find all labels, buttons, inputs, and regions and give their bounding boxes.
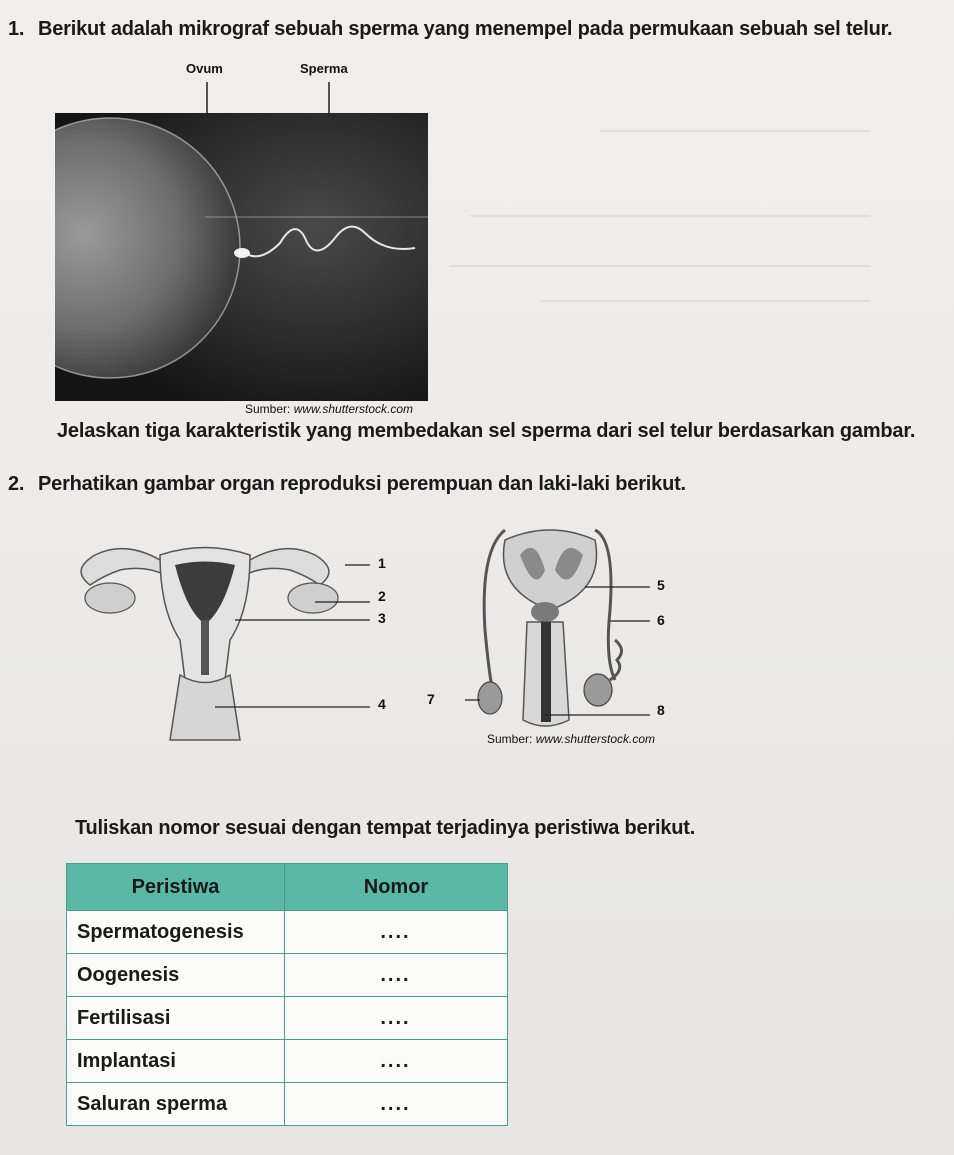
female-diagram-svg	[65, 530, 405, 745]
table-row	[67, 997, 508, 1040]
table-row	[67, 1083, 508, 1126]
female-reproductive-diagram	[65, 530, 405, 745]
micrograph-image	[55, 113, 428, 401]
label-ovum: Ovum	[186, 61, 223, 76]
male-label-8: 8	[657, 702, 665, 718]
question-1-text: Berikut adalah mikrograf sebuah sperma yang menempel pada permukaan sebuah sel telur.	[38, 18, 893, 40]
right-ovary	[288, 583, 338, 613]
event-cell: Implantasi	[67, 1040, 285, 1083]
header-number: Nomor	[285, 864, 508, 911]
bladder	[503, 530, 596, 610]
number-answer-cell[interactable]: ....	[285, 1083, 508, 1126]
event-cell: Oogenesis	[67, 954, 285, 997]
table-row	[67, 1040, 508, 1083]
number-answer-cell[interactable]: ....	[285, 1040, 508, 1083]
number-answer-cell[interactable]: ....	[285, 911, 508, 954]
label-sperma: Sperma	[300, 61, 348, 76]
event-cell: Fertilisasi	[67, 997, 285, 1040]
male-reproductive-diagram	[427, 510, 685, 735]
prostate	[531, 602, 559, 622]
table-row	[67, 954, 508, 997]
female-label-1: 1	[378, 555, 386, 571]
male-label-7: 7	[427, 691, 435, 707]
female-label-3: 3	[378, 610, 386, 626]
number-answer-cell[interactable]: ....	[285, 954, 508, 997]
micrograph-svg	[55, 113, 428, 401]
left-ovary	[85, 583, 135, 613]
question-2-number: 2.	[8, 473, 25, 495]
question-1-prompt: Jelaskan tiga karakteristik yang membedakan sel sperma dari sel telur berdasarkan gambar.	[57, 420, 916, 442]
table-row	[67, 911, 508, 954]
event-table	[66, 863, 508, 1126]
number-answer-cell[interactable]: ....	[285, 997, 508, 1040]
question-2-instruction: Tuliskan nomor sesuai dengan tempat terjadinya peristiwa berikut.	[75, 817, 696, 839]
sperm-head	[234, 248, 250, 258]
event-cell: Saluran sperma	[67, 1083, 285, 1126]
male-label-6: 6	[657, 612, 665, 628]
male-label-5: 5	[657, 577, 665, 593]
female-label-4: 4	[378, 696, 386, 712]
right-testis	[584, 674, 612, 706]
male-diagram-svg	[465, 510, 685, 735]
source-2: Sumber: www.shutterstock.com	[487, 732, 656, 746]
question-1-number: 1.	[8, 18, 25, 40]
question-2-title	[8, 473, 686, 496]
left-testis	[478, 682, 502, 714]
source-1: Sumber: www.shutterstock.com	[245, 402, 414, 416]
table-header-row	[67, 864, 508, 911]
event-cell: Spermatogenesis	[67, 911, 285, 954]
header-event: Peristiwa	[67, 864, 285, 911]
question-2-text: Perhatikan gambar organ reproduksi perempuan dan laki-laki berikut.	[38, 473, 686, 495]
female-label-2: 2	[378, 588, 386, 604]
